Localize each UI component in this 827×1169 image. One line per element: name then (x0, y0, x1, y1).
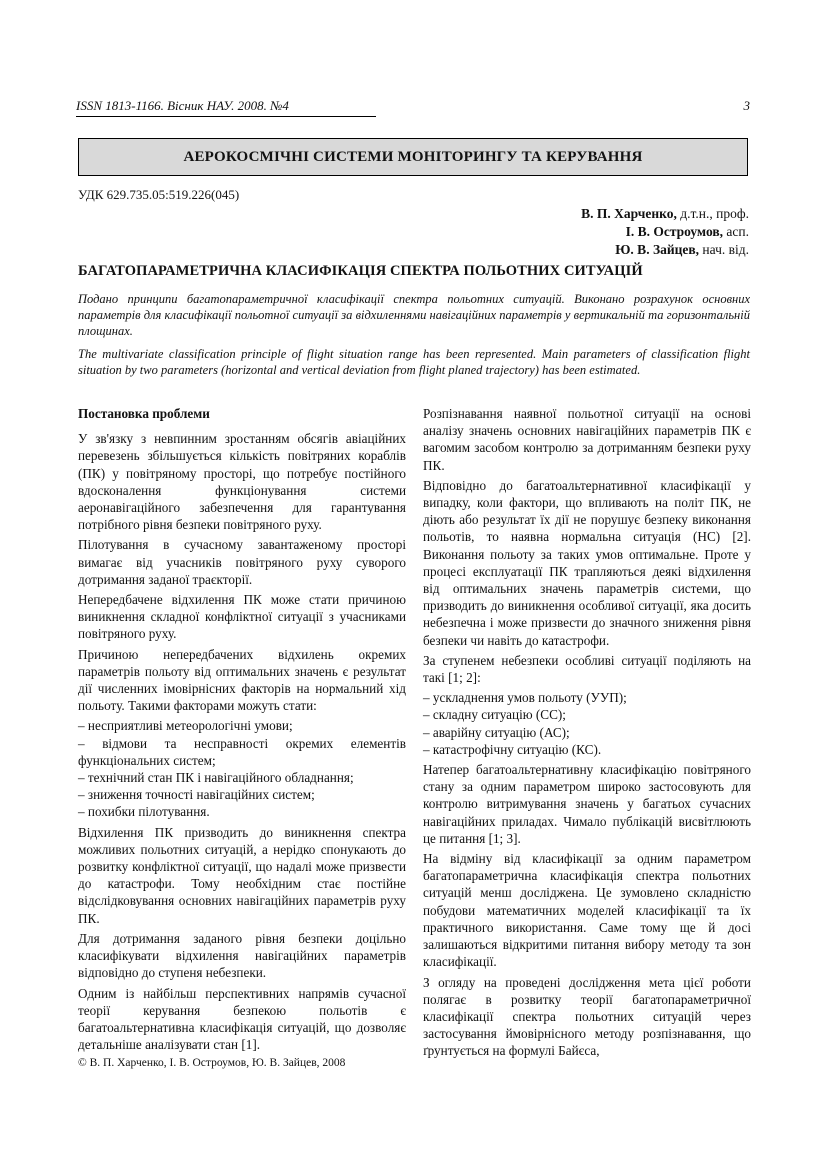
list-item: – аварійну ситуацію (АС); (423, 724, 570, 740)
paragraph: Пілотування в сучасному завантаженому просторі вимагає від учасників повітряного руху суворого дотримання заданої траєкторії. (78, 537, 406, 587)
paragraph: Одним із найбільш перспективних напрямів сучасної теорії керування безпекою польотів є багатоальтернативна класифікація ситуацій, що дозволяє детальніше аналізувати стан [1]. (78, 985, 406, 1053)
list-item: – технічний стан ПК і навігаційного обладнання; (78, 770, 354, 786)
header-rule (76, 116, 376, 117)
author-name: І. В. Остроумов, (625, 224, 724, 239)
factors-list (78, 717, 406, 820)
paragraph: Відповідно до багатоальтернативної класифікації у випадку, коли фактори, що впливають на політ ПК, не діють або результат їх дії не порушує безпеку виконання польотів, то наявна нормальна ситуація (НС) [2]. Виконання польоту за таких умов оптимальне. Проте у процесі експлуатації ПК трапляються деякі відхилення від оптимальних значень параметрів системи, що призводить до виникнення особливої ситуації, яка досить небезпечна і може призвести до значного зниження рівня безпеки чи навіть до катастрофи. (423, 477, 751, 648)
paragraph: Непередбачене відхилення ПК може стати причиною виникнення складної конфліктної ситуації з учасниками повітряного руху. (78, 592, 406, 642)
paragraph: Причиною непередбачених відхилень окремих параметрів польоту від оптимальних значень є результат дії численних імовірнісних факторів на нормальний хід польоту. Такими факторами можуть стати: (78, 646, 406, 714)
abstract-ukrainian: Подано принципи багатопараметричної класифікації спектра польотних ситуацій. Виконано розрахунок основних параметрів для класифікації польотної ситуації за відхиленнями навігаційних параметрів у вертикальній та горизонтальній площинах. (78, 292, 750, 338)
list-item: – ускладнення умов польоту (УУП); (423, 690, 627, 706)
article-title: БАГАТОПАРАМЕТРИЧНА КЛАСИФІКАЦІЯ СПЕКТРА ПОЛЬОТНИХ СИТУАЦІЙ (78, 263, 643, 279)
paragraph: Відхилення ПК призводить до виникнення спектра можливих польотних ситуацій, а нерідко спонукають до розвитку конфліктної ситуації, що надалі може призвести до катастрофи. Тому необхідним стає постійне відслідковування основних навігаційних параметрів руху ПК. (78, 824, 406, 926)
paragraph: З огляду на проведені дослідження мета цієї роботи полягає в розвитку теорії багатопараметричної класифікації спектра польотних ситуацій через застосування ймовірнісного методу розпізнавання, що ґрунтується на формулі Байєса, (423, 974, 751, 1059)
udc-code: УДК 629.735.05:519.226(045) (78, 187, 240, 202)
author-title: нач. від. (699, 242, 749, 257)
author-name: Ю. В. Зайцев, (615, 242, 700, 257)
section-heading: Постановка проблеми (78, 406, 210, 421)
author-name: В. П. Харченко, (581, 206, 677, 221)
copyright-notice: © В. П. Харченко, І. В. Остроумов, Ю. В. Зайцев, 2008 (78, 1057, 346, 1069)
author-1 (581, 206, 749, 222)
list-item: – несприятливі метеорологічні умови; (78, 718, 293, 734)
section-title-box (78, 138, 748, 176)
paragraph: На відміну від класифікації за одним параметром багатопараметрична класифікація спектра польотних ситуацій менш досліджена. Це зумовлено складністю побудови математичних моделей класифікації та їх практичного використання. Саме тому ще й досі залишаються відкритими питання вибору методу та зон класифікації. (423, 851, 751, 970)
list-item: – зниження точності навігаційних систем; (78, 787, 315, 803)
paragraph: У зв'язку з невпинним зростанням обсягів авіаційних перевезень збільшується кількість повітряних кораблів (ПК) у повітряному просторі, що потребує постійного вдосконалення функціонування системи аеронавігаційного забезпечення для гарантування потрібного рівня безпеки повітряного руху. (78, 431, 406, 533)
author-title: асп. (723, 224, 749, 239)
running-head (76, 98, 750, 118)
situations-list (423, 689, 751, 758)
left-column (78, 405, 406, 1056)
paragraph: Натепер багатоальтернативну класифікацію повітряного стану за одним параметром широко застосовують для контролю витримування значень у багатьох сучасних навігаційних приладах. Чимало публікацій висвітлюють це питання [1; 3]. (423, 762, 751, 846)
list-item: – складну ситуацію (СС); (423, 707, 566, 723)
abstract-english: The multivariate classification principle of flight situation range has been represented. Main parameters of classification flight situation by two parameters (horizontal and vertical deviation from flight planed trajectory) has been estimated. (78, 347, 750, 377)
paragraph: Розпізнавання наявної польотної ситуації на основі аналізу значень основних навігаційних параметрів ПК є вагомим засобом контролю за дотриманням безпеки руху ПК. (423, 406, 751, 473)
right-column (423, 405, 751, 1063)
author-3 (615, 242, 749, 258)
author-title: д.т.н., проф. (676, 206, 749, 221)
paragraph: За ступенем небезпеки особливі ситуації поділяють на такі [1; 2]: (423, 652, 751, 686)
list-item: – катастрофічну ситуацію (КС). (423, 741, 602, 757)
page-number: 3 (743, 98, 750, 113)
journal-citation: ISSN 1813-1166. Вісник НАУ. 2008. №4 (76, 98, 289, 113)
paragraph: Для дотримання заданого рівня безпеки доцільно класифікувати відхилення навігаційних параметрів відповідно до ступеня небезпеки. (78, 930, 406, 981)
list-item: – відмови та несправності окремих елементів функціональних систем; (78, 735, 406, 768)
section-title: АЕРОКОСМІЧНІ СИСТЕМИ МОНІТОРИНГУ ТА КЕРУВАННЯ (183, 148, 643, 165)
list-item: – похибки пілотування. (78, 804, 210, 820)
author-2 (626, 224, 749, 240)
